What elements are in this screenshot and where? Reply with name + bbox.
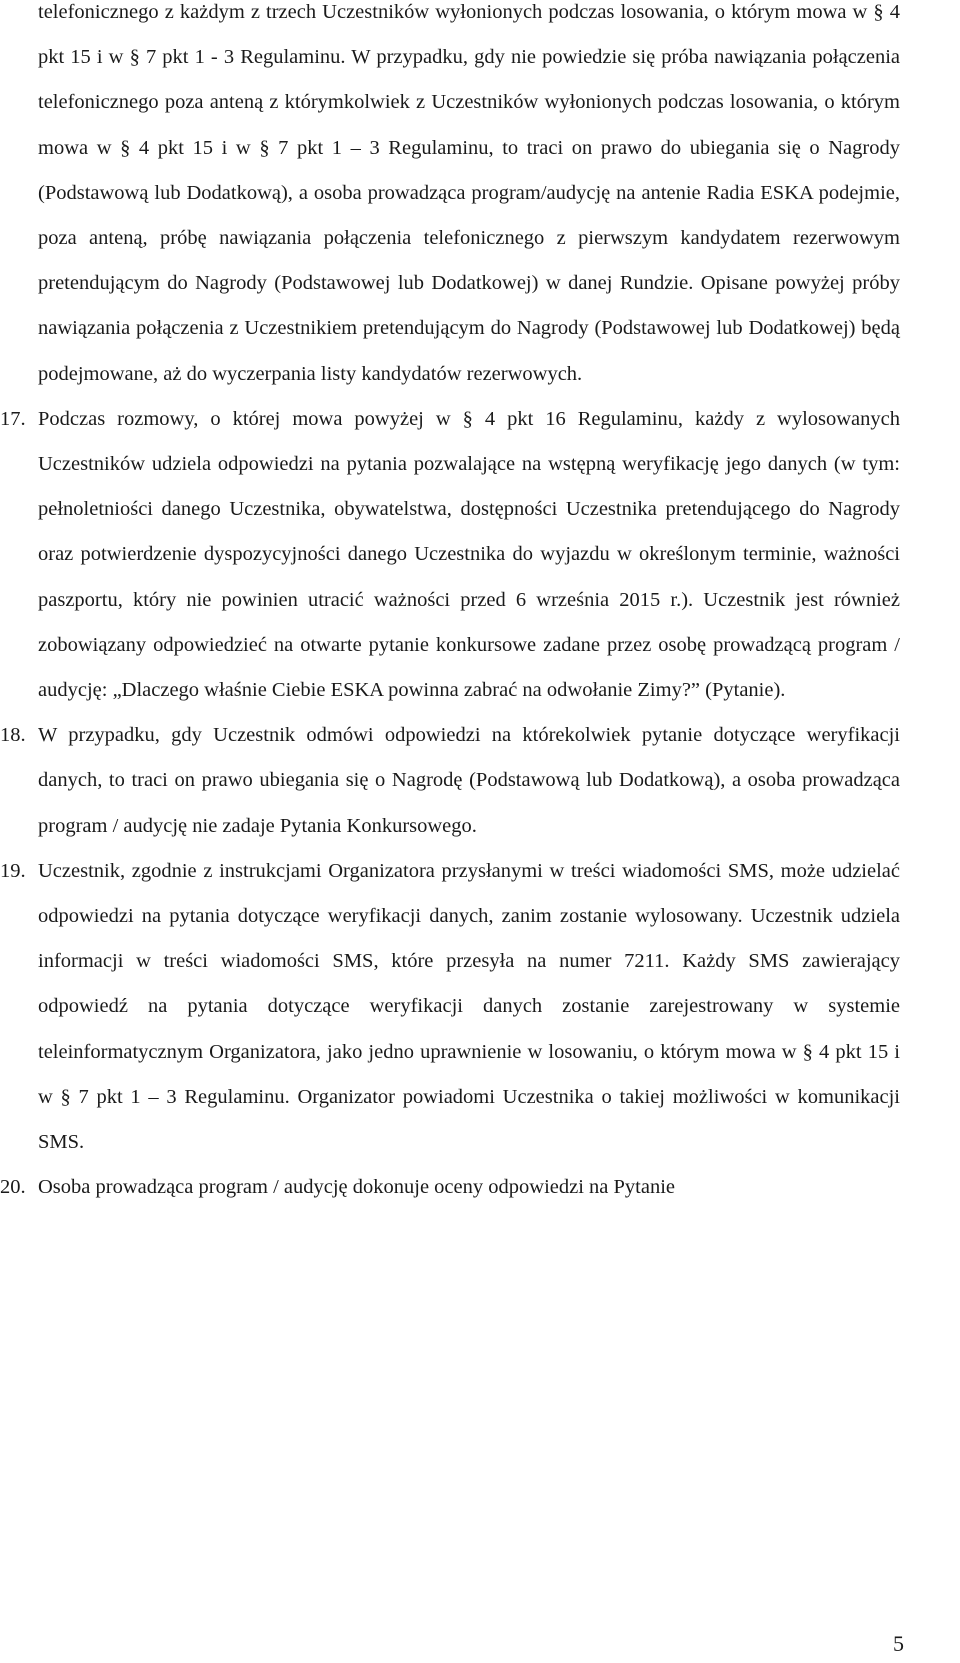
- item-number: 18.: [0, 724, 26, 747]
- item-number: 20.: [0, 1176, 26, 1199]
- item-text: W przypadku, gdy Uczestnik odmówi odpowiedzi na którekolwiek pytanie dotyczące weryfikacji danych, to traci on prawo ubiegania się o Nagrodę (Podstawową lub Dodatkową), a osoba prowadząca program / audycję nie zadaje Pytania Konkursowego.: [38, 724, 900, 837]
- list-item-17: [0, 397, 900, 713]
- item-text: Osoba prowadząca program / audycję dokonuje oceny odpowiedzi na Pytanie: [38, 1176, 675, 1199]
- page-number: 5: [893, 1631, 904, 1656]
- item-number: 19.: [0, 859, 26, 882]
- item-text: Podczas rozmowy, o której mowa powyżej w § 4 pkt 16 Regulaminu, każdy z wylosowanych Uczestników udziela odpowiedzi na pytania pozwalające na wstępną weryfikację jego danych (w tym: pełnoletniości danego Uczestnika, obywatelstwa, dostępności Uczestnika pretendującego do Nagrody oraz potwierdzenie dyspozycyjności danego Uczestnika do wyjazdu w określonym terminie, ważności paszportu, który nie powinien utracić ważności przed 6 września 2015 r.). Uczestnik jest również zobowiązany odpowiedzieć na otwarte pytanie konkursowe zadane przez osobę prowadzącą program / audycję: „Dlaczego właśnie Ciebie ESKA powinna zabrać na odwołanie Zimy?” (Pytanie).: [38, 407, 900, 702]
- list-item-18: [0, 713, 900, 849]
- item-number: 17.: [0, 407, 26, 430]
- item-text: Uczestnik, zgodnie z instrukcjami Organizatora przysłanymi w treści wiadomości SMS, może udzielać odpowiedzi na pytania dotyczące weryfikacji danych, zanim zostanie wylosowany. Uczestnik udziela informacji w treści wiadomości SMS, które przesyła na numer 7211. Każdy SMS zawierający odpowiedź na pytania dotyczące weryfikacji danych zostanie zarejestrowany w systemie teleinformatycznym Organizatora, jako jedno uprawnienie w losowaniu, o którym mowa w § 4 pkt 15 i w § 7 pkt 1 – 3 Regulaminu. Organizator powiadomi Uczestnika o takiej możliwości w komunikacji SMS.: [38, 859, 900, 1154]
- list-item-19: [0, 849, 900, 1165]
- continuation-paragraph: telefonicznego z każdym z trzech Uczestników wyłonionych podczas losowania, o którym mowa w § 4 pkt 15 i w § 7 pkt 1 - 3 Regulaminu. W przypadku, gdy nie powiedzie się próba nawiązania połączenia telefonicznego poza anteną z którymkolwiek z Uczestników wyłonionych podczas losowania, o którym mowa w § 4 pkt 15 i w § 7 pkt 1 – 3 Regulaminu, to traci on prawo do ubiegania się o Nagrody (Podstawową lub Dodatkową), a osoba prowadząca program/audycję na antenie Radia ESKA podejmie, poza anteną, próbę nawiązania połączenia telefonicznego z pierwszym kandydatem rezerwowym pretendującym do Nagrody (Podstawowej lub Dodatkowej) w danej Rundzie. Opisane powyżej próby nawiązania połączenia z Uczestnikiem pretendującym do Nagrody (Podstawowej lub Dodatkowej) będą podejmowane, aż do wyczerpania listy kandydatów rezerwowych.: [38, 1, 900, 385]
- list-item-20: [0, 1165, 900, 1210]
